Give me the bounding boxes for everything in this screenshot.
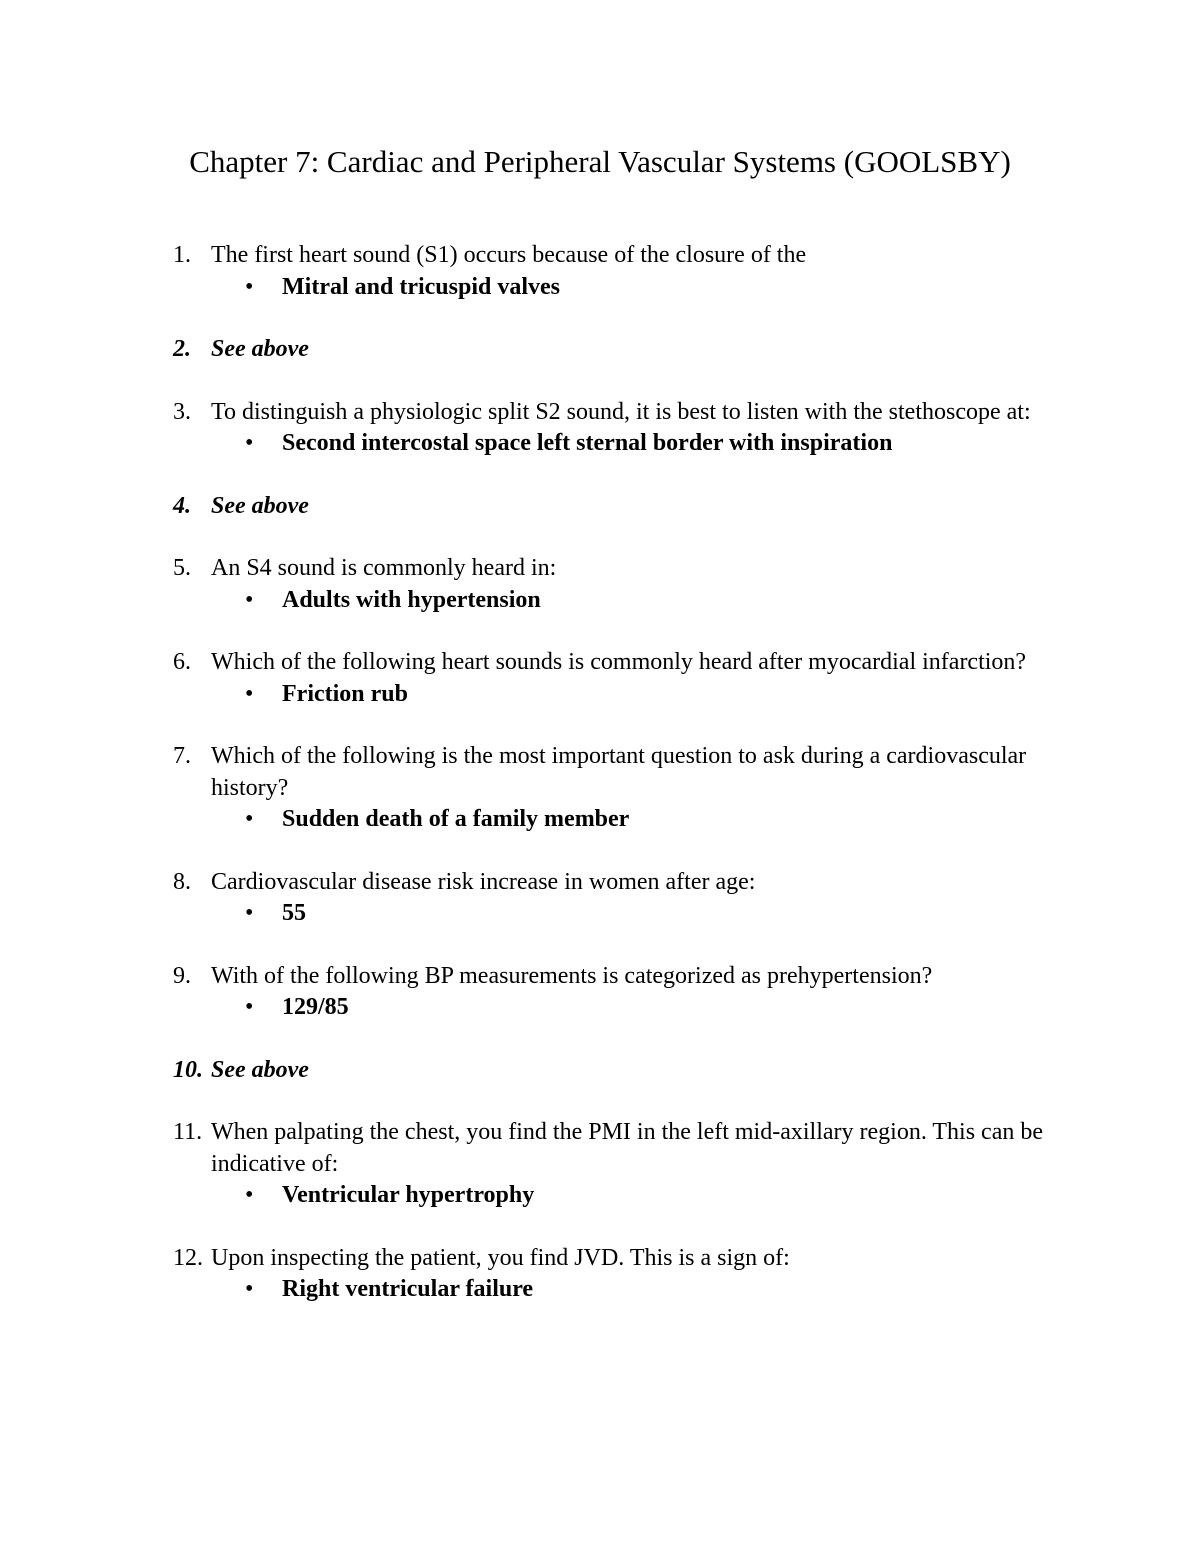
item-number: 7.	[173, 743, 191, 769]
list-item	[0, 334, 1200, 366]
item-number: 3.	[173, 398, 191, 425]
item-number: 8.	[173, 868, 191, 895]
answer-text: Sudden death of a family member	[282, 806, 630, 832]
question-text: The first heart sound (S1) occurs because of the closure of the	[211, 242, 807, 268]
question-text: Which of the following is the most important question to ask during a cardiovascular history?	[211, 743, 1027, 801]
answer-text: Ventricular hypertrophy	[282, 1182, 535, 1208]
question-text: With of the following BP measurements is categorized as prehypertension?	[211, 962, 933, 989]
list-item	[0, 553, 1200, 616]
answer-text: 55	[282, 900, 306, 926]
question-text: See above	[211, 1056, 309, 1083]
item-number: 9.	[173, 962, 191, 989]
bullet-icon: •	[245, 273, 254, 300]
bullet-icon: •	[245, 680, 254, 707]
item-number: 5.	[173, 555, 191, 581]
question-text: Upon inspecting the patient, you find JVD. This is a sign of:	[211, 1244, 790, 1271]
list-item	[0, 491, 1200, 523]
item-number: 10.	[173, 1056, 203, 1083]
question-text: Which of the following heart sounds is commonly heard after myocardial infarction?	[211, 649, 1027, 675]
item-number: 1.	[173, 242, 191, 268]
list-item	[0, 397, 1200, 460]
bullet-icon: •	[245, 806, 254, 832]
list-item	[0, 647, 1200, 710]
bullet-icon: •	[245, 1276, 254, 1302]
list-item	[0, 1055, 1200, 1087]
bullet-icon: •	[245, 430, 254, 456]
bullet-icon: •	[245, 994, 254, 1020]
item-number: 11.	[173, 1119, 203, 1145]
item-number: 2.	[173, 336, 191, 362]
item-number: 4.	[173, 492, 191, 519]
page-title: Chapter 7: Cardiac and Peripheral Vascular Systems (GOOLSBY)	[189, 144, 1011, 179]
question-text: See above	[211, 492, 309, 519]
list-item	[0, 961, 1200, 1024]
list-item	[0, 1243, 1200, 1306]
bullet-icon: •	[245, 900, 254, 926]
question-text: To distinguish a physiologic split S2 sound, it is best to listen with the stethoscope at:	[211, 398, 1031, 425]
answer-text: Adults with hypertension	[282, 586, 541, 613]
answer-text: Friction rub	[282, 680, 408, 707]
list-item	[0, 1117, 1200, 1212]
question-text: An S4 sound is commonly heard in:	[211, 555, 557, 581]
question-list	[0, 240, 1200, 1337]
item-number: 6.	[173, 649, 191, 675]
answer-text: Right ventricular failure	[282, 1276, 534, 1302]
bullet-icon: •	[245, 586, 254, 613]
answer-text: 129/85	[282, 994, 349, 1020]
bullet-icon: •	[245, 1182, 254, 1208]
question-text: Cardiovascular disease risk increase in women after age:	[211, 868, 756, 895]
answer-text: Mitral and tricuspid valves	[282, 273, 561, 300]
list-item	[0, 741, 1200, 836]
question-text: When palpating the chest, you find the PMI in the left mid-axillary region. This can be indicative of:	[211, 1119, 1044, 1177]
answer-text: Second intercostal space left sternal border with inspiration	[282, 430, 893, 456]
list-item	[0, 867, 1200, 930]
item-number: 12.	[173, 1244, 203, 1271]
question-text: See above	[211, 336, 309, 362]
list-item	[0, 240, 1200, 303]
